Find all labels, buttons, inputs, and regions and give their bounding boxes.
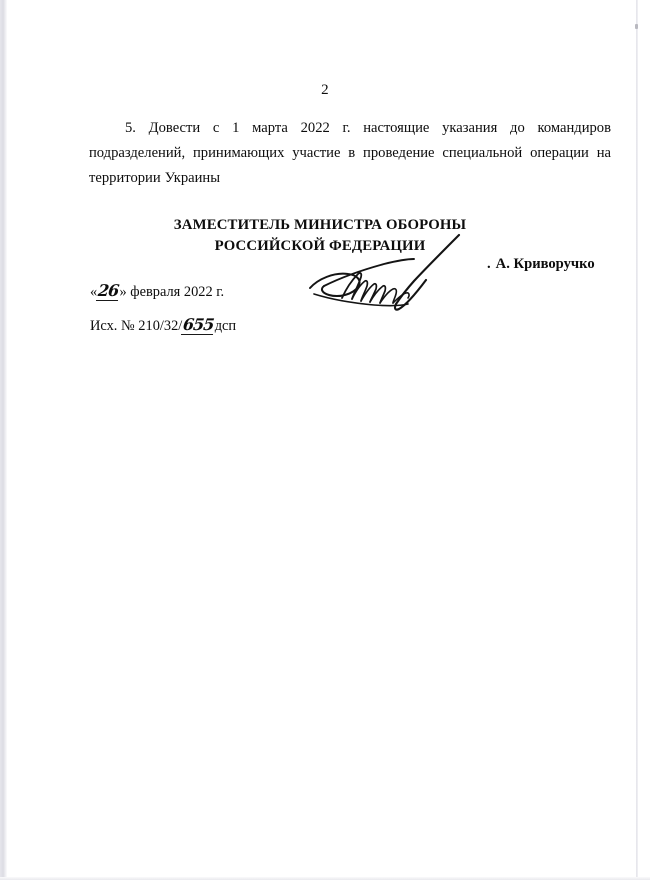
signatory-leader-dot: . (487, 256, 491, 272)
handwritten-signature-icon (296, 232, 476, 322)
scan-edge-left (0, 0, 7, 880)
outgoing-prefix (90, 318, 182, 334)
signature-title-line-2: РОССИЙСКОЙ ФЕДЕРАЦИИ (214, 238, 426, 254)
date-line (90, 281, 224, 301)
signature-title-line-1: ЗАМЕСТИТЕЛЬ МИНИСТРА ОБОРОНЫ (173, 217, 467, 233)
scan-speck (635, 24, 638, 29)
date-open-quote: « (90, 284, 98, 300)
signatory-name-text: А. Криворучко (495, 256, 595, 272)
signatory-name (487, 256, 595, 273)
body-paragraph: 5. Довести с 1 марта 2022 г. настоящие указания до командиров подразделений, принимающих участие в проведение специальной операции на территории Украины (89, 120, 611, 186)
outgoing-suffix: дсп (214, 318, 237, 334)
outgoing-prefix-text: Исх. № 210/32/ (90, 318, 183, 334)
scan-edge-right (636, 0, 638, 880)
outgoing-number-line (90, 315, 236, 335)
date-month-year: февраля 2022 г. (130, 284, 225, 300)
date-close-quote: » (119, 284, 127, 300)
outgoing-number-handwritten: 655 (182, 315, 215, 334)
date-day-handwritten: 26 (97, 281, 120, 300)
page-number: 2 (321, 82, 329, 98)
